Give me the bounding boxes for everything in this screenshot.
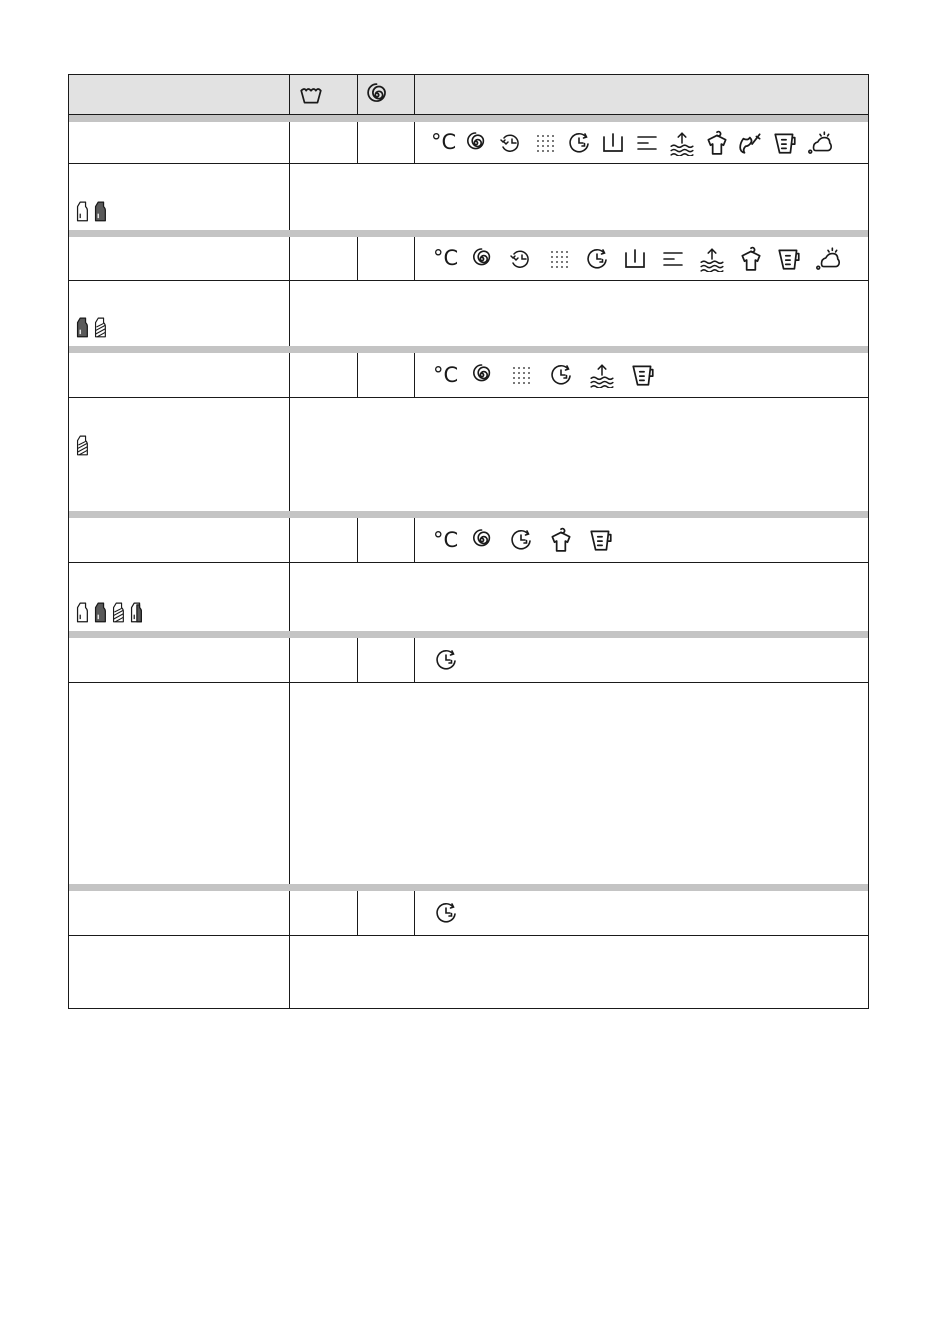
description-cell — [290, 683, 868, 884]
delay-start-icon — [506, 247, 534, 271]
delay-start-icon — [496, 131, 524, 155]
header-spin-cell — [358, 75, 415, 114]
steam-dots-icon — [532, 131, 558, 155]
time-icon — [548, 363, 574, 387]
dark-bottle-icon — [92, 198, 108, 224]
option-icon-strip — [433, 353, 664, 397]
program-load-cell — [290, 638, 358, 682]
header-load-cell — [290, 75, 358, 114]
detergent-icons — [74, 198, 108, 224]
program-spin-cell — [358, 237, 415, 280]
program-description-row — [69, 683, 868, 884]
program-row — [69, 518, 868, 562]
row-separator — [69, 884, 868, 891]
time-icon — [566, 131, 592, 155]
row-separator — [69, 346, 868, 353]
detergent-cell — [69, 563, 290, 631]
striped-bottle-icon — [110, 599, 126, 625]
program-options-cell — [415, 638, 868, 682]
program-load-cell — [290, 122, 358, 163]
description-cell — [290, 398, 868, 511]
striped-bottle-icon — [74, 432, 90, 458]
program-options-cell — [415, 518, 868, 562]
time-icon — [584, 247, 610, 271]
easy-iron-icon — [704, 130, 730, 156]
soak-icon — [814, 246, 842, 272]
white-bottle-icon — [74, 599, 90, 625]
program-row — [69, 122, 868, 163]
program-load-cell — [290, 353, 358, 397]
option-icon-strip — [433, 638, 467, 682]
program-load-cell — [290, 891, 358, 935]
table-header-row — [69, 75, 868, 115]
laundry-basin-icon — [298, 82, 324, 108]
program-description-row — [69, 936, 868, 1008]
detergent-cell — [69, 398, 290, 511]
temperature-icon: °C — [433, 362, 459, 387]
description-cell — [290, 936, 868, 1008]
program-row — [69, 237, 868, 280]
program-row — [69, 353, 868, 397]
easy-iron-icon — [548, 527, 574, 553]
detergent-cell — [69, 281, 290, 346]
short-wash-icon — [660, 247, 686, 271]
extra-rinse-icon — [668, 130, 696, 156]
program-name-cell — [69, 518, 290, 562]
description-cell — [290, 281, 868, 346]
half-bottle-icon — [128, 599, 144, 625]
detergent-cell — [69, 164, 290, 230]
extra-rinse-icon — [698, 246, 726, 272]
program-spin-cell — [358, 122, 415, 163]
detergent-cell — [69, 683, 290, 884]
time-icon — [508, 528, 534, 552]
steam-dots-icon — [546, 247, 572, 271]
program-options-cell — [415, 237, 868, 280]
white-bottle-icon — [74, 198, 90, 224]
short-wash-icon — [634, 131, 660, 155]
program-name-cell — [69, 353, 290, 397]
option-icon-strip — [433, 891, 467, 935]
program-spin-cell — [358, 638, 415, 682]
program-spin-cell — [358, 891, 415, 935]
row-separator — [69, 230, 868, 237]
time-icon — [433, 901, 459, 925]
detergent-cell — [69, 936, 290, 1008]
program-options-cell — [415, 122, 868, 163]
option-icon-strip — [433, 237, 842, 280]
row-separator — [69, 631, 868, 638]
program-description-row — [69, 563, 868, 631]
prewash-icon — [772, 130, 798, 156]
detergent-icons — [74, 314, 108, 340]
row-separator — [69, 511, 868, 518]
detergent-icons — [74, 432, 90, 458]
description-cell — [290, 164, 868, 230]
dark-bottle-icon — [74, 314, 90, 340]
program-options-cell — [415, 891, 868, 935]
detergent-icons — [74, 599, 144, 625]
program-description-row — [69, 164, 868, 230]
program-description-row — [69, 398, 868, 511]
option-icon-strip — [433, 518, 622, 562]
program-name-cell — [69, 237, 290, 280]
striped-bottle-icon — [92, 314, 108, 340]
program-options-cell — [415, 353, 868, 397]
spin-speed-icon — [464, 131, 488, 155]
steam-dots-icon — [508, 363, 534, 387]
program-spin-cell — [358, 353, 415, 397]
temperature-icon: °C — [433, 527, 459, 552]
program-name-cell — [69, 638, 290, 682]
temperature-icon: °C — [431, 130, 457, 154]
program-description-row — [69, 281, 868, 346]
spin-speed-icon — [470, 528, 494, 552]
prewash-icon — [776, 246, 802, 272]
program-name-cell — [69, 891, 290, 935]
spin-spiral-icon — [364, 82, 390, 108]
program-row — [69, 638, 868, 682]
program-name-cell — [69, 122, 290, 163]
rinse-hold-icon — [622, 247, 648, 271]
easy-iron-icon — [738, 246, 764, 272]
program-spin-cell — [358, 518, 415, 562]
program-load-cell — [290, 237, 358, 280]
temperature-icon: °C — [433, 246, 459, 270]
prewash-icon — [588, 527, 614, 553]
rinse-hold-icon — [600, 131, 626, 155]
time-icon — [433, 648, 459, 672]
soak-icon — [806, 130, 834, 156]
row-separator — [69, 115, 868, 122]
stain-icon — [738, 130, 764, 156]
program-row — [69, 891, 868, 935]
extra-rinse-icon — [588, 362, 616, 388]
description-cell — [290, 563, 868, 631]
spin-speed-icon — [470, 247, 494, 271]
program-load-cell — [290, 518, 358, 562]
program-table — [68, 74, 869, 1009]
prewash-icon — [630, 362, 656, 388]
header-program-cell — [69, 75, 290, 114]
header-options-cell — [415, 75, 868, 114]
dark-bottle-icon — [92, 599, 108, 625]
option-icon-strip — [431, 122, 842, 163]
spin-speed-icon — [470, 363, 494, 387]
